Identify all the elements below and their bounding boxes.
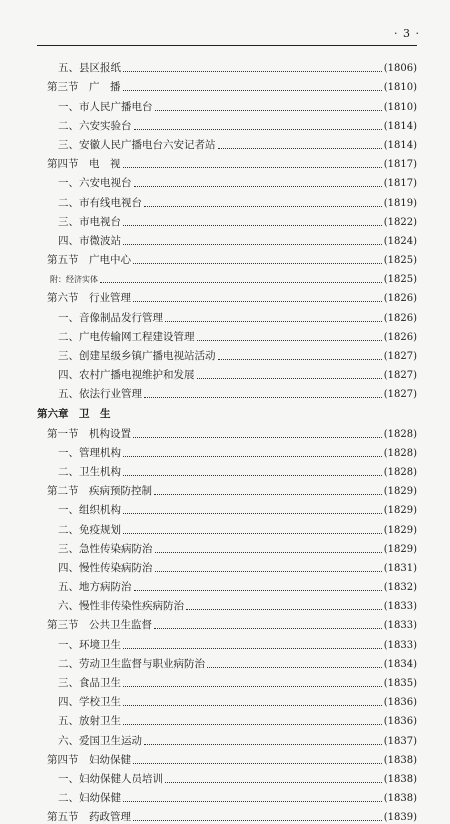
toc-entry-title: 二、妇幼保健	[58, 792, 121, 805]
dot-leader	[123, 686, 382, 687]
toc-entry-page: (1829)	[383, 505, 417, 517]
dot-leader	[123, 648, 382, 649]
toc-entry-title: 第五节 广电中心	[47, 254, 131, 267]
dot-leader	[123, 225, 382, 226]
toc-entry-page: (1828)	[383, 447, 417, 459]
toc-entry	[37, 171, 417, 190]
dot-leader	[165, 782, 382, 783]
toc-entry	[37, 498, 417, 517]
toc-entry-page: (1832)	[383, 582, 417, 594]
toc-entry-title: 五、地方病防治	[58, 581, 132, 594]
toc-entry	[37, 133, 417, 152]
toc-entry	[37, 190, 417, 209]
toc-entry	[37, 460, 417, 479]
toc-entry-page: (1822)	[383, 216, 417, 228]
toc-entry	[37, 728, 417, 747]
toc-entry-title: 二、六安实验台	[58, 119, 132, 132]
toc-entry-title: 五、放射卫生	[58, 715, 121, 728]
toc-entry-page: (1814)	[383, 120, 417, 132]
toc-entry	[37, 94, 417, 113]
toc-entry-page: (1825)	[383, 274, 417, 286]
dot-leader	[123, 90, 382, 91]
toc-entry	[37, 479, 417, 498]
dot-leader	[123, 475, 382, 476]
toc-entry	[37, 248, 417, 267]
toc-entry-page: (1838)	[383, 773, 417, 785]
toc-entry-page: (1836)	[383, 716, 417, 728]
toc-entry-page: (1810)	[383, 101, 417, 113]
dot-leader	[207, 667, 382, 668]
toc-entry-page: (1837)	[383, 735, 417, 747]
dot-leader	[133, 763, 382, 764]
toc-entry-page: (1810)	[383, 82, 417, 94]
dot-leader	[154, 494, 382, 495]
toc-entry	[37, 671, 417, 690]
toc-entry-page: (1826)	[383, 331, 417, 343]
page-number: · 3 ·	[394, 27, 420, 40]
dot-leader	[154, 628, 382, 629]
toc-entry-title: 第五节 药政管理	[47, 811, 131, 824]
toc-entry-page: (1838)	[383, 793, 417, 805]
toc-entry-title: 三、食品卫生	[58, 677, 121, 689]
toc-entry-title: 二、市有线电视台	[58, 196, 142, 209]
table-of-contents	[37, 56, 417, 824]
dot-leader	[123, 456, 382, 457]
toc-entry-page: (1806)	[383, 63, 417, 75]
dot-leader	[133, 437, 382, 438]
toc-entry-title: 第六节 行业管理	[47, 292, 131, 305]
toc-entry	[37, 382, 417, 401]
toc-entry-title: 二、卫生机构	[58, 465, 121, 478]
dot-leader	[218, 148, 382, 149]
toc-entry-page: (1819)	[383, 197, 417, 209]
toc-entry-title: 第一节 机构设置	[47, 427, 131, 440]
toc-entry-title: 六、爱国卫生运动	[58, 734, 142, 747]
toc-entry-page: (1824)	[383, 235, 417, 247]
dot-leader	[197, 340, 382, 341]
dot-leader	[134, 590, 382, 591]
toc-entry	[37, 210, 417, 229]
toc-entry-page: (1817)	[383, 159, 417, 171]
toc-entry-title: 四、市微波站	[58, 234, 121, 247]
toc-entry-title: 一、管理机构	[58, 446, 121, 459]
toc-entry-title: 二、劳动卫生监督与职业病防治	[58, 657, 205, 670]
toc-entry-title: 附：经济实体	[50, 275, 98, 285]
toc-entry-page: (1825)	[383, 255, 417, 267]
toc-entry-page: (1839)	[383, 812, 417, 824]
toc-entry-title: 一、妇幼保健人员培训	[58, 772, 163, 785]
toc-entry	[37, 517, 417, 536]
toc-entry-page: (1829)	[383, 524, 417, 536]
toc-entry	[37, 613, 417, 632]
toc-entry	[37, 632, 417, 651]
toc-entry-title: 四、慢性传染病防治	[58, 561, 153, 574]
toc-entry	[37, 56, 417, 75]
dot-leader	[123, 167, 382, 168]
toc-entry-title: 第四节 妇幼保健	[47, 753, 131, 766]
toc-entry-title: 第三节 广 播	[47, 81, 121, 94]
toc-entry	[37, 363, 417, 382]
dot-leader	[100, 282, 382, 283]
toc-entry	[37, 229, 417, 248]
toc-entry-page: (1814)	[383, 139, 417, 151]
dot-leader	[218, 359, 382, 360]
toc-entry-page: (1834)	[383, 658, 417, 670]
toc-entry-page: (1829)	[383, 486, 417, 498]
toc-entry	[37, 537, 417, 556]
toc-entry-title: 三、创建星级乡镇广播电视站活动	[58, 350, 216, 362]
toc-entry-title: 六、慢性非传染性疾病防治	[58, 600, 184, 613]
toc-entry-page: (1827)	[383, 351, 417, 362]
toc-entry-title: 第四节 电 视	[47, 158, 121, 171]
toc-entry-title: 四、学校卫生	[58, 696, 121, 709]
toc-entry	[37, 709, 417, 728]
dot-leader	[123, 724, 382, 725]
dot-leader	[134, 129, 382, 130]
toc-entry-page: (1826)	[383, 293, 417, 305]
toc-entry-title: 一、市人民广播电台	[58, 100, 153, 113]
dot-leader	[133, 820, 382, 821]
toc-entry-title: 三、安徽人民广播电台六安记者站	[58, 138, 216, 151]
toc-entry-page: (1833)	[383, 601, 417, 613]
toc-entry-page: (1826)	[383, 312, 417, 324]
dot-leader	[123, 705, 382, 706]
toc-entry	[37, 305, 417, 324]
toc-entry-page: (1827)	[383, 370, 417, 382]
dot-leader	[144, 206, 382, 207]
toc-entry-title: 一、环境卫生	[58, 638, 121, 651]
dot-leader	[123, 801, 382, 802]
dot-leader	[133, 301, 382, 302]
toc-entry	[37, 805, 417, 824]
toc-entry-page: (1817)	[383, 178, 417, 190]
toc-entry	[37, 325, 417, 344]
toc-entry-title: 一、音像制品发行管理	[58, 311, 163, 324]
toc-entry	[37, 556, 417, 575]
dot-leader	[144, 397, 382, 398]
toc-entry-page: (1831)	[383, 562, 417, 574]
toc-entry-title: 四、农村广播电视维护和发展	[58, 369, 195, 382]
toc-entry	[37, 344, 417, 363]
toc-entry-page: (1838)	[383, 754, 417, 766]
toc-entry	[37, 114, 417, 133]
toc-entry	[37, 594, 417, 613]
dot-leader	[186, 609, 382, 610]
toc-entry-page: (1836)	[383, 697, 417, 709]
toc-entry	[37, 441, 417, 460]
toc-entry-page: (1828)	[383, 466, 417, 478]
header-rule	[37, 45, 417, 46]
toc-entry-title: 五、县区报纸	[58, 62, 121, 75]
toc-entry-page: (1833)	[383, 639, 417, 651]
toc-entry-title: 第六章 卫 生	[37, 408, 111, 421]
toc-entry	[37, 152, 417, 171]
toc-entry-page: (1833)	[383, 620, 417, 632]
dot-leader	[165, 321, 382, 322]
dot-leader	[134, 186, 382, 187]
toc-entry-title: 第二节 疾病预防控制	[47, 485, 152, 498]
toc-entry	[37, 401, 417, 421]
toc-entry-title: 三、急性传染病防治	[58, 542, 153, 555]
toc-entry	[37, 575, 417, 594]
dot-leader	[197, 378, 382, 379]
toc-entry	[37, 652, 417, 671]
toc-entry-title: 第三节 公共卫生监督	[47, 619, 152, 632]
toc-entry-page: (1835)	[383, 678, 417, 689]
dot-leader	[123, 244, 382, 245]
toc-entry-title: 二、广电传输网工程建设管理	[58, 330, 195, 343]
dot-leader	[133, 263, 382, 264]
toc-entry-title: 一、六安电视台	[58, 177, 132, 190]
toc-entry	[37, 267, 417, 286]
dot-leader	[123, 533, 382, 534]
toc-entry	[37, 786, 417, 805]
toc-entry	[37, 748, 417, 767]
toc-entry-page: (1829)	[383, 543, 417, 555]
toc-entry-title: 一、组织机构	[58, 504, 121, 517]
dot-leader	[155, 110, 382, 111]
toc-entry-title: 三、市电视台	[58, 215, 121, 228]
toc-entry	[37, 75, 417, 94]
dot-leader	[144, 744, 382, 745]
dot-leader	[123, 71, 382, 72]
toc-entry-title: 二、免疫规划	[58, 523, 121, 536]
dot-leader	[155, 552, 382, 553]
toc-entry	[37, 767, 417, 786]
toc-entry	[37, 421, 417, 440]
toc-entry-title: 五、依法行业管理	[58, 388, 142, 401]
toc-entry-page: (1827)	[383, 389, 417, 401]
dot-leader	[155, 571, 382, 572]
dot-leader	[123, 513, 382, 514]
toc-entry-page: (1828)	[383, 428, 417, 440]
toc-entry	[37, 690, 417, 709]
toc-entry	[37, 286, 417, 305]
